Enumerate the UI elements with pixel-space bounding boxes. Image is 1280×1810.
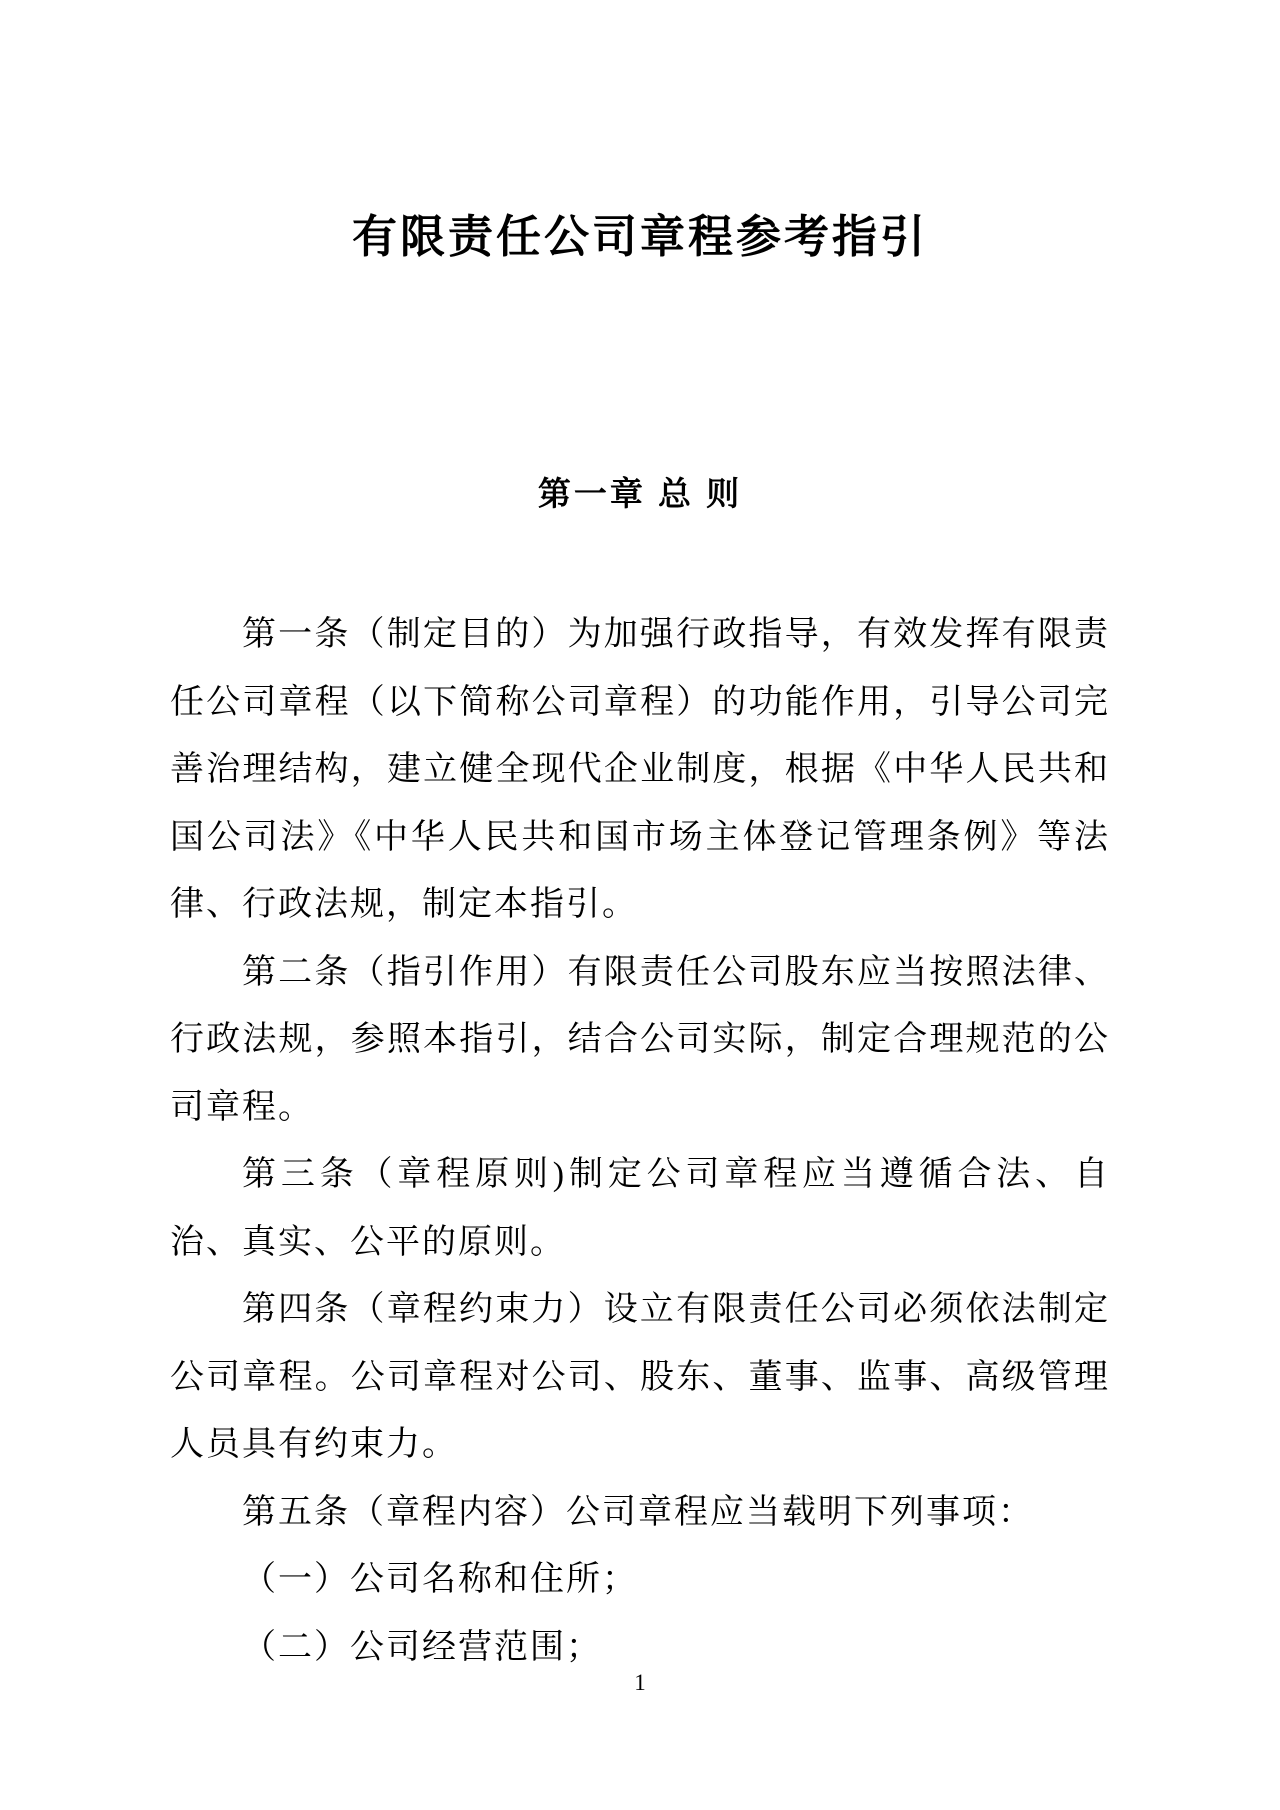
paragraph: 第五条（章程内容）公司章程应当载明下列事项： — [242, 1493, 1034, 1531]
paragraph: 第四条（章程约束力）设立有限责任公司必须依法制定公司章程。公司章程对公司、股东、董事、监事、高级管理人员具有约束力。 — [170, 1291, 1110, 1463]
paragraph: 第三条（章程原则)制定公司章程应当遵循合法、自治、真实、公平的原则。 — [170, 1156, 1110, 1261]
document-title: 有限责任公司章程参考指引 — [351, 212, 928, 262]
paragraph: 第二条（指引作用）有限责任公司股东应当按照法律、行政法规，参照本指引，结合公司实际，制定合理规范的公司章程。 — [170, 953, 1110, 1126]
chapter-heading: 第一章 总 则 — [537, 475, 743, 512]
paragraph: （一）公司名称和住所； — [242, 1561, 638, 1598]
paragraph: 第一条（制定目的）为加强行政指导，有效发挥有限责任公司章程（以下简称公司章程）的功能作用，引导公司完善治理结构，建立健全现代企业制度，根据《中华人民共和国公司法》《中华人民共和国市场主体登记管理条例》等法律、行政法规，制定本指引。 — [170, 616, 1110, 923]
document-body — [0, 601, 1280, 1681]
page-number: 1 — [634, 1670, 646, 1695]
paragraph: （二）公司经营范围； — [242, 1628, 602, 1666]
